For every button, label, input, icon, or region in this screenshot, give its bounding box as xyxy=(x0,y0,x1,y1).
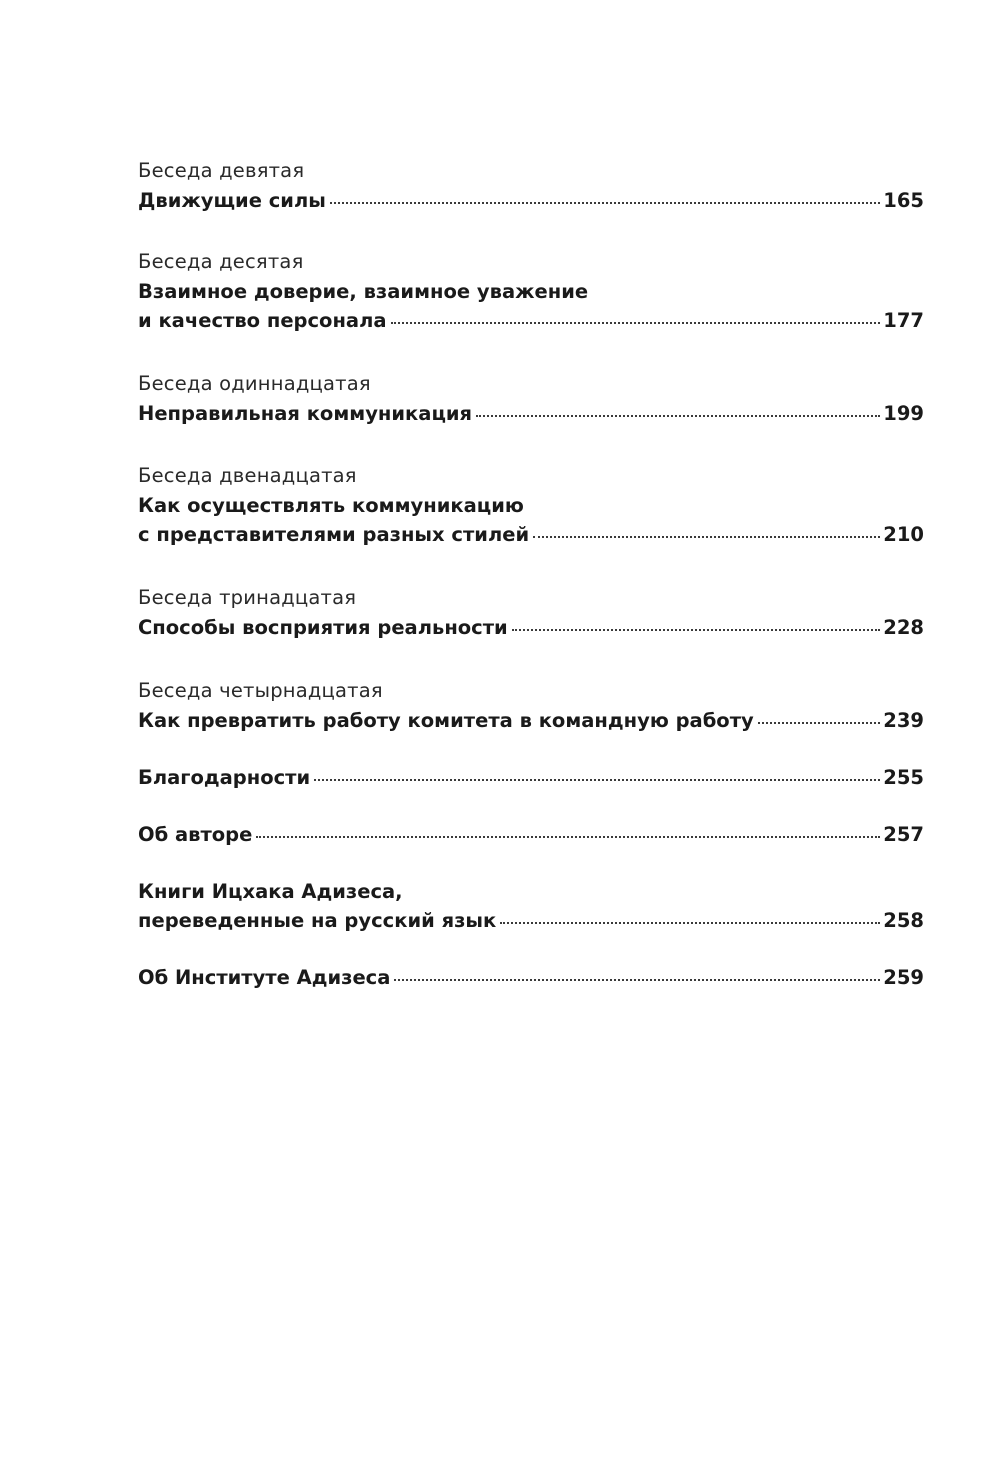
page-number: 239 xyxy=(883,709,924,732)
chapter-title-continued: и качество персонала xyxy=(138,309,387,332)
toc-entry[interactable] xyxy=(138,583,924,642)
toc-entry[interactable] xyxy=(138,963,924,992)
page-number: 165 xyxy=(883,189,924,212)
chapter-title-row xyxy=(138,186,924,215)
page-number: 259 xyxy=(883,966,924,989)
chapter-title: Благодарности xyxy=(138,766,311,789)
page-number: 258 xyxy=(883,909,924,932)
toc-entry[interactable] xyxy=(138,763,924,792)
chapter-kicker: Беседа девятая xyxy=(138,159,305,182)
chapter-title-row xyxy=(138,306,924,335)
page-number: 255 xyxy=(883,766,924,789)
chapter-title: Книги Ицхака Адизеса, xyxy=(138,880,403,903)
chapter-title-continued: с представителями разных стилей xyxy=(138,523,530,546)
dot-leader xyxy=(533,535,880,538)
toc-entry[interactable] xyxy=(138,461,924,549)
chapter-title-row xyxy=(138,399,924,428)
dot-leader xyxy=(476,414,880,417)
toc-entry[interactable] xyxy=(138,676,924,735)
chapter-title-row xyxy=(138,763,924,792)
chapter-title: Как превратить работу комитета в командную работу xyxy=(138,709,754,732)
chapter-title-continued: переведенные на русский язык xyxy=(138,909,497,932)
dot-leader xyxy=(758,721,881,724)
dot-leader xyxy=(512,628,881,631)
chapter-title: Как осуществлять коммуникацию xyxy=(138,494,524,517)
chapter-title: Об Институте Адизеса xyxy=(138,966,391,989)
dot-leader xyxy=(500,921,880,924)
toc-entry[interactable] xyxy=(138,820,924,849)
dot-leader xyxy=(394,978,880,981)
toc-entry[interactable] xyxy=(138,369,924,428)
table-of-contents xyxy=(138,156,924,992)
page-number: 210 xyxy=(883,523,924,546)
chapter-title-row xyxy=(138,963,924,992)
chapter-title-row xyxy=(138,820,924,849)
toc-entry[interactable] xyxy=(138,877,924,935)
chapter-title: Взаимное доверие, взаимное уважение xyxy=(138,280,589,303)
chapter-kicker: Беседа двенадцатая xyxy=(138,464,357,487)
chapter-title: Неправильная коммуникация xyxy=(138,402,473,425)
page-number: 177 xyxy=(883,309,924,332)
dot-leader xyxy=(330,201,880,204)
toc-entry[interactable] xyxy=(138,156,924,215)
toc-entry[interactable] xyxy=(138,247,924,335)
page-number: 257 xyxy=(883,823,924,846)
chapter-title-row xyxy=(138,706,924,735)
chapter-kicker: Беседа десятая xyxy=(138,250,304,273)
chapter-title: Движущие силы xyxy=(138,189,326,212)
chapter-kicker: Беседа одиннадцатая xyxy=(138,372,371,395)
chapter-kicker: Беседа четырнадцатая xyxy=(138,679,383,702)
page-number: 199 xyxy=(883,402,924,425)
chapter-title-row xyxy=(138,613,924,642)
page-number: 228 xyxy=(883,616,924,639)
dot-leader xyxy=(391,321,881,324)
chapter-title: Способы восприятия реальности xyxy=(138,616,508,639)
chapter-title: Об авторе xyxy=(138,823,253,846)
dot-leader xyxy=(314,778,880,781)
dot-leader xyxy=(256,835,880,838)
chapter-title-row xyxy=(138,520,924,549)
chapter-title-row xyxy=(138,906,924,935)
chapter-kicker: Беседа тринадцатая xyxy=(138,586,357,609)
